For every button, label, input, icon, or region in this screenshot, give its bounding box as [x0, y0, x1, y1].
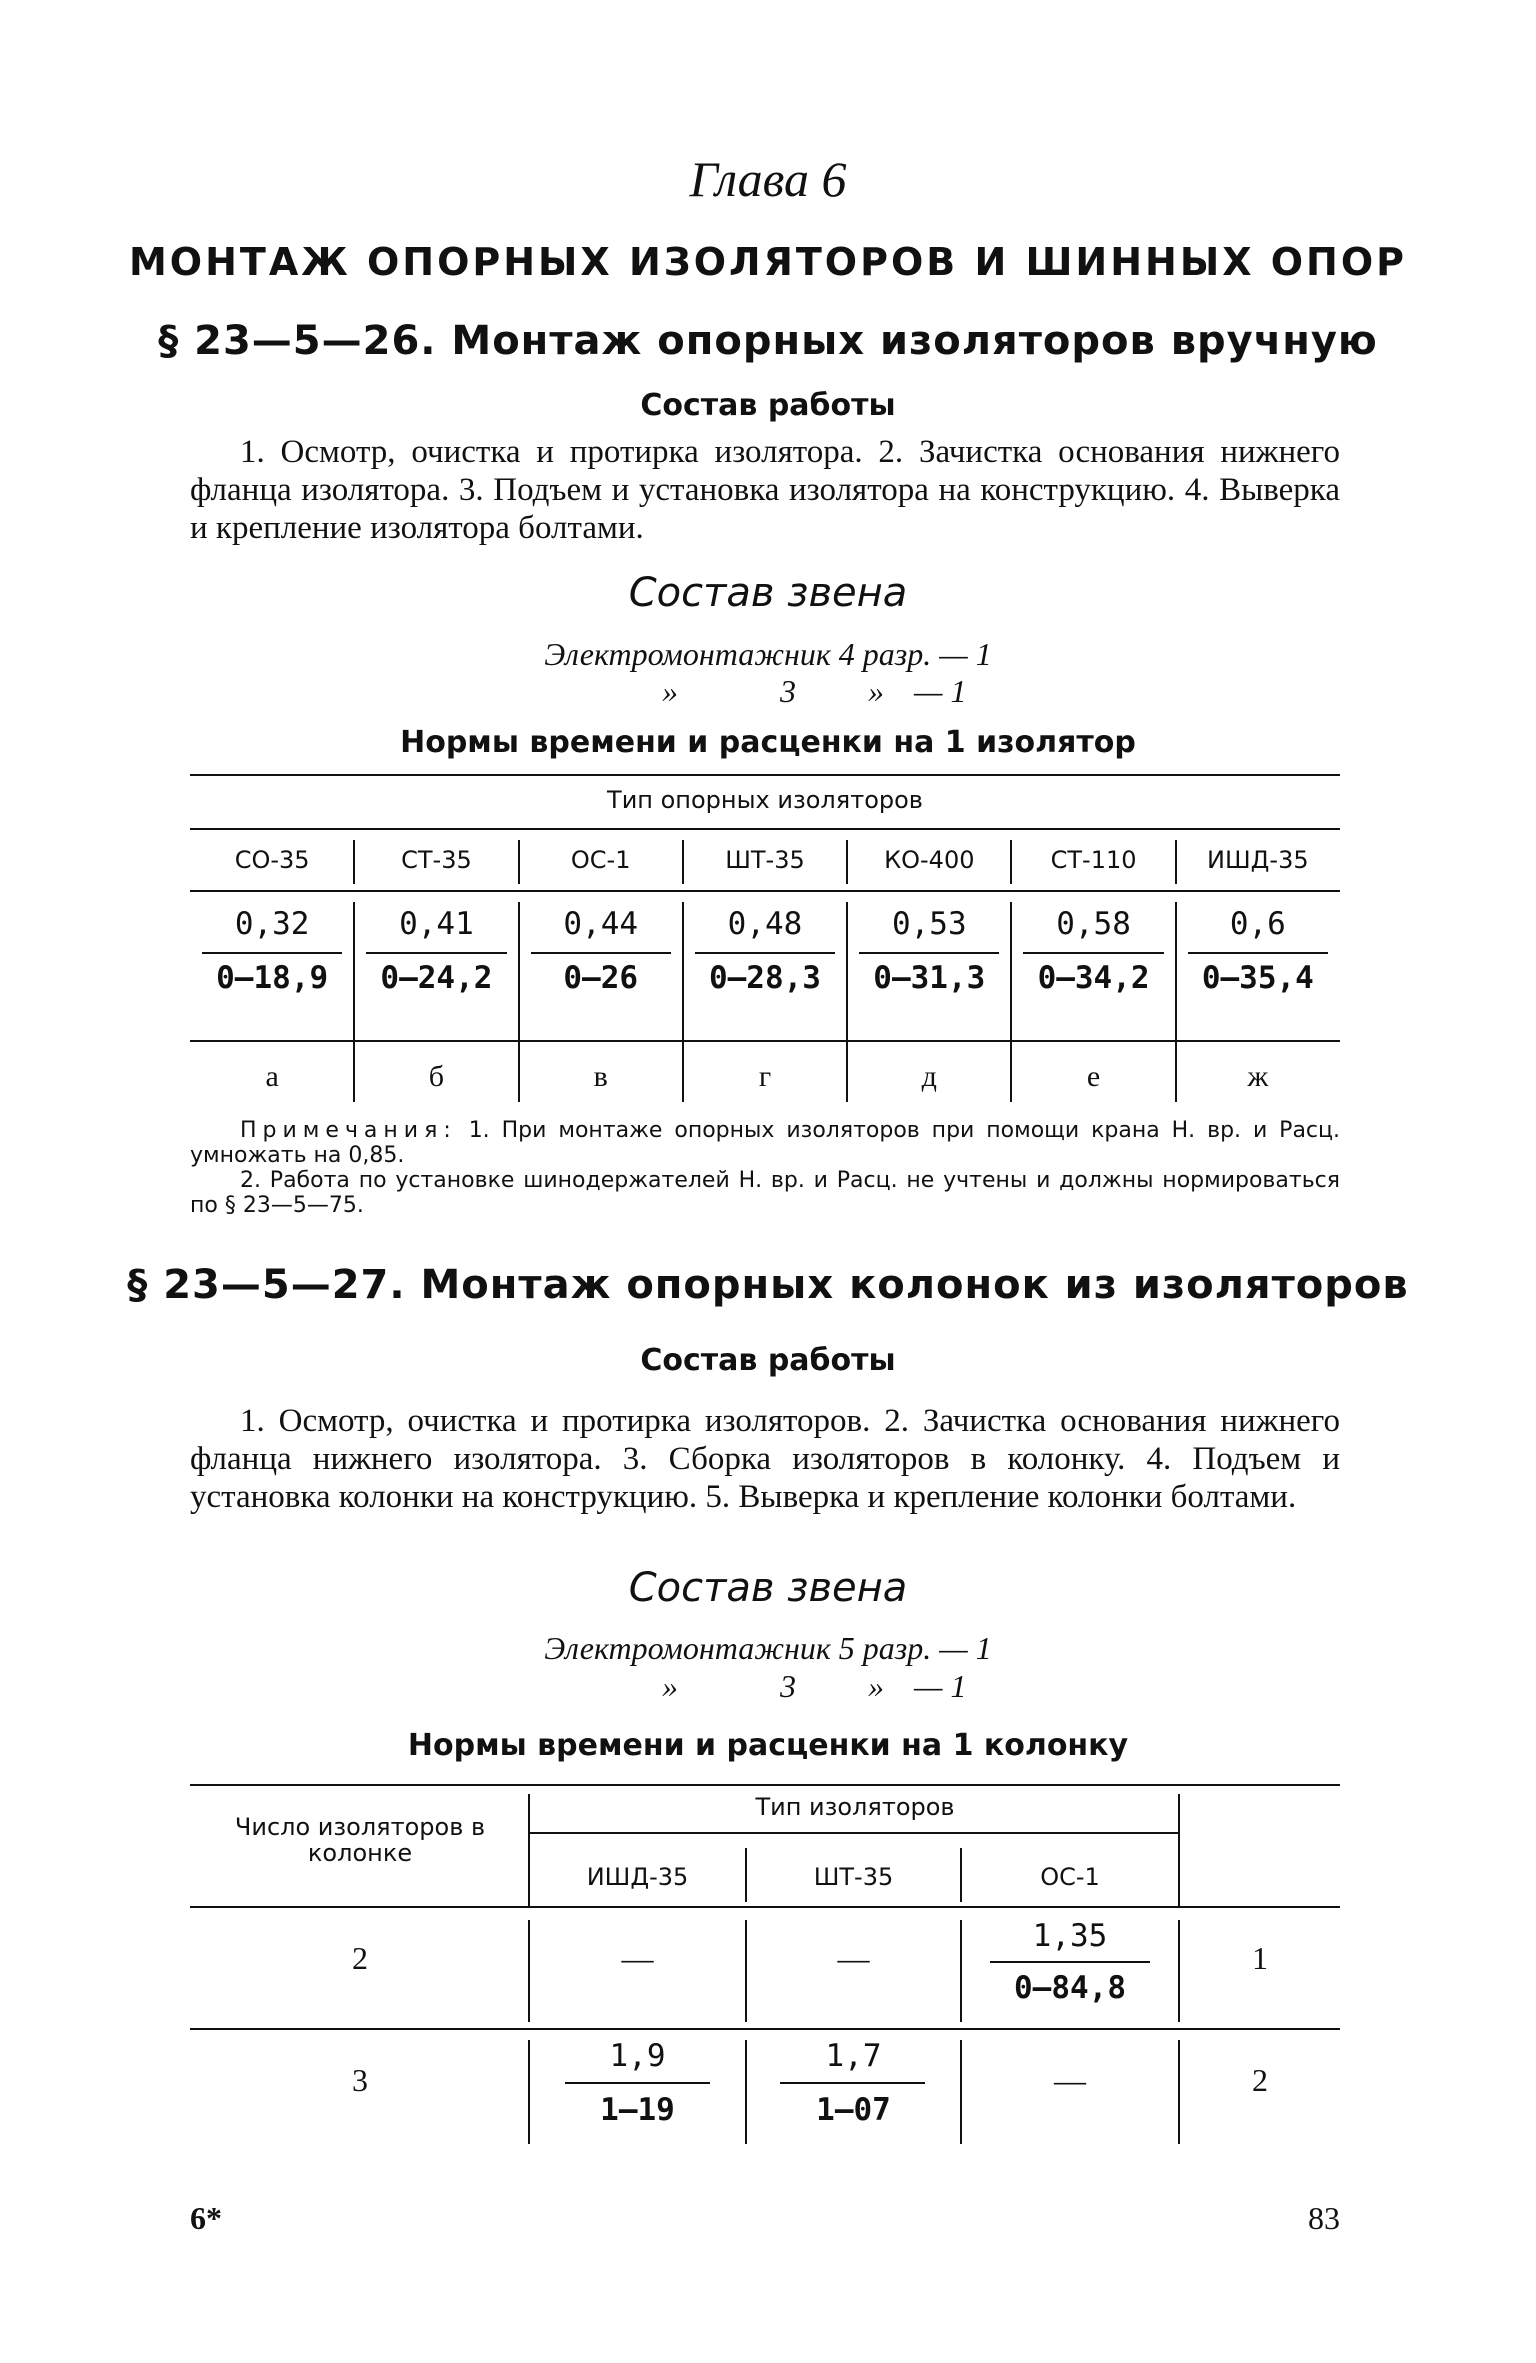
cell-price: 0—35,4	[1201, 960, 1314, 996]
section2-title: § 23—5—27. Монтаж опорных колонок из изоляторов	[127, 1262, 1409, 1308]
fraction-bar	[859, 952, 999, 954]
section1-crew-heading: Состав звена	[628, 570, 908, 616]
notes-label: Примечания:	[240, 1118, 457, 1143]
section2-crew-row-2	[640, 1668, 1040, 1704]
group-header: Тип изоляторов	[755, 1793, 955, 1821]
section1-title: § 23—5—26. Монтаж опорных изоляторов вручную	[158, 318, 1378, 364]
main-title: МОНТАЖ ОПОРНЫХ ИЗОЛЯТОРОВ И ШИННЫХ ОПОР	[128, 240, 1407, 284]
cell-price: 0—18,9	[216, 960, 329, 996]
section1-norms-heading: Нормы времени и расценки на 1 изолятор	[400, 725, 1136, 760]
crew-unit: »	[868, 673, 884, 709]
table-vline	[518, 1052, 520, 1102]
crew-name: »	[662, 673, 678, 709]
crew-grade: 5	[838, 1630, 855, 1666]
crew-count: — 1	[914, 673, 967, 709]
table-group-header: Тип опорных изоляторов	[607, 786, 923, 814]
fraction-bar	[366, 952, 506, 954]
crew-count: — 1	[939, 1630, 992, 1666]
insulator-type-header: СТ-35	[401, 846, 472, 874]
table-vline	[518, 840, 520, 884]
cell-price: 0—26	[563, 960, 639, 996]
cell-time: 0,53	[891, 906, 967, 942]
column-letter: в	[593, 1060, 608, 1093]
type-header: ОС-1	[1040, 1863, 1100, 1891]
table-vline	[682, 1052, 684, 1102]
fraction-bar	[990, 1961, 1150, 1963]
cell-time: 1,35	[1032, 1918, 1108, 1954]
crew-name: Электромонтажник	[544, 636, 831, 672]
cell-time: 0,6	[1229, 906, 1286, 942]
column-letter: д	[921, 1060, 937, 1093]
table-vline	[846, 840, 848, 884]
crew-name: Электромонтажник	[544, 1630, 831, 1666]
section2-work-paragraph: 1. Осмотр, очистка и протирка изоляторов. 2. Зачистка основания нижнего фланца нижнего изолятора. 3. Сборка изоляторов в колонку. 4. Подъем и установка колонки на конструкцию. 5. Выверка и крепление колонки болтами.	[190, 1403, 1340, 1515]
fraction-bar	[1188, 952, 1328, 954]
table-rule	[190, 890, 1340, 892]
crew-grade: 4	[838, 636, 855, 672]
row-number: 1	[1252, 1940, 1268, 1976]
section1-crew-row-1	[0, 636, 1536, 672]
type-header: ИШД-35	[586, 1863, 689, 1891]
insulator-type-header: КО-400	[884, 846, 975, 874]
section2-crew-heading: Состав звена	[628, 1565, 908, 1611]
cell-price: 0—31,3	[873, 960, 986, 996]
cell-time: 1,9	[609, 2038, 666, 2074]
table-rule	[190, 1040, 1340, 1042]
note-2-text: 2. Работа по установке шинодержателей Н. вр. и Расц. не учтены и должны нормироваться по § 23—5—75.	[190, 1168, 1340, 1218]
note-1	[190, 1118, 1340, 1168]
table-rule	[530, 1832, 1180, 1834]
cell-dash: —	[837, 1940, 870, 1976]
section1-work-text	[190, 433, 1340, 547]
insulator-type-header: СТ-110	[1050, 846, 1137, 874]
table-rule	[190, 1906, 1340, 1908]
crew-unit: »	[868, 1668, 884, 1704]
section1-crew-row-2	[640, 673, 1040, 709]
fraction-bar	[780, 2082, 925, 2084]
fraction-bar	[565, 2082, 710, 2084]
table-rule	[190, 2028, 1340, 2030]
table-vline	[1178, 1794, 1180, 1906]
insulator-type-header: ОС-1	[570, 846, 631, 874]
table-vline	[846, 1052, 848, 1102]
cell-time: 1,7	[825, 2038, 882, 2074]
chapter-heading: Глава 6	[689, 151, 847, 207]
row-header: Число изоляторов в колонке	[234, 1813, 486, 1867]
row-number: 2	[1252, 2062, 1268, 2098]
section1-work-paragraph: 1. Осмотр, очистка и протирка изолятора. 2. Зачистка основания нижнего фланца изолятора. 3. Подъем и установка изолятора на конструкцию. 4. Выверка и крепление изолятора болтами.	[190, 434, 1340, 546]
table-vline	[353, 1052, 355, 1102]
fraction-bar	[202, 952, 342, 954]
column-letter: г	[758, 1060, 772, 1093]
column-letter: е	[1086, 1060, 1101, 1093]
table-rule	[190, 1784, 1340, 1786]
table-vline	[1175, 1052, 1177, 1102]
cell-price: 1—19	[600, 2092, 675, 2128]
cell-time: 0,44	[563, 906, 639, 942]
fraction-bar	[695, 952, 835, 954]
table-vline	[682, 840, 684, 884]
crew-grade: 3	[780, 673, 796, 709]
cell-price: 0—28,3	[708, 960, 821, 996]
section2-work-text	[190, 1402, 1340, 1516]
section2-norms-heading: Нормы времени и расценки на 1 колонку	[407, 1728, 1129, 1763]
section2-crew-row-1	[0, 1630, 1536, 1666]
insulator-type-header: ШТ-35	[725, 846, 805, 874]
cell-time: 0,41	[399, 906, 474, 942]
row-count: 3	[352, 2062, 368, 2098]
cell-price: 0—24,2	[380, 960, 493, 996]
cell-time: 0,32	[234, 906, 310, 942]
table-vline	[1175, 840, 1177, 884]
crew-name: »	[662, 1668, 678, 1704]
fraction-bar	[531, 952, 671, 954]
type-header: ШТ-35	[813, 1863, 894, 1891]
column-letter: а	[265, 1060, 279, 1093]
note-2	[190, 1168, 1340, 1218]
table-vline	[1010, 1052, 1012, 1102]
section1-notes	[190, 1118, 1340, 1218]
fraction-bar	[1023, 952, 1163, 954]
column-letter: ж	[1247, 1060, 1269, 1093]
crew-unit: разр.	[862, 636, 932, 672]
row-count: 2	[352, 1940, 368, 1976]
crew-count: — 1	[914, 1668, 967, 1704]
column-letter: б	[428, 1060, 445, 1093]
insulator-type-header: ИШД-35	[1207, 846, 1309, 874]
crew-unit: разр.	[862, 1630, 932, 1666]
section2-work-heading: Состав работы	[640, 1343, 896, 1378]
section1-work-heading: Состав работы	[640, 388, 896, 423]
table-rule	[190, 774, 1340, 776]
cell-price: 1—07	[816, 2092, 891, 2128]
table-vline	[353, 840, 355, 884]
table-vline	[1010, 840, 1012, 884]
cell-price: 0—34,2	[1037, 960, 1150, 996]
crew-count: — 1	[939, 636, 992, 672]
note-1-text: 1. При монтаже опорных изоляторов при помощи крана Н. вр. и Расц. умножать на 0,85.	[190, 1118, 1340, 1168]
cell-price: 0—84,8	[1014, 1970, 1126, 2006]
cell-dash: —	[1054, 2062, 1086, 2098]
page-number: 83	[1308, 2200, 1340, 2236]
signature-mark: 6*	[190, 2200, 222, 2236]
table-rule	[190, 828, 1340, 830]
insulator-type-header: СО-35	[234, 846, 310, 874]
cell-time: 0,48	[727, 906, 803, 942]
crew-grade: 3	[780, 1668, 796, 1704]
cell-dash: —	[621, 1940, 654, 1976]
cell-time: 0,58	[1056, 906, 1131, 942]
